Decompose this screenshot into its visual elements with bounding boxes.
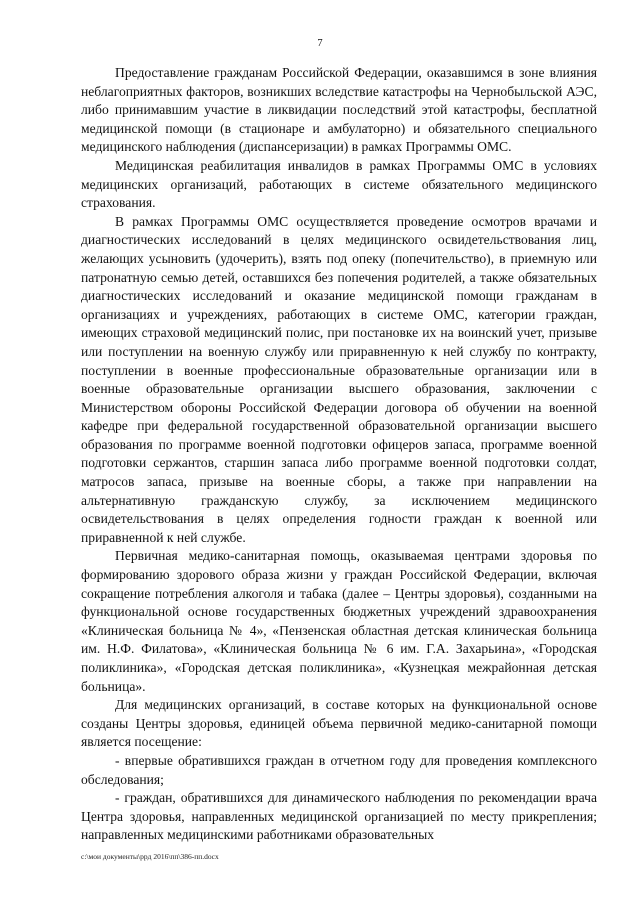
- document-body: [81, 64, 597, 845]
- page-number: 7: [317, 38, 323, 49]
- paragraph-health-centers: Первичная медико-санитарная помощь, оказываемая центрами здоровья по формированию здорового образа жизни у граждан Российской Федерации, включая сокращение потребления алкоголя и табака (далее – Центры здоровья), созданными на функциональной основе государственных бюджетных учреждений здравоохранения «Клиническая больница № 4», «Пензенская областная детская клиническая больница им. Н.Ф. Филатова», «Клиническая больница № 6 им. Г.А. Захарьина», «Городская поликлиника», «Городская детская поликлиника», «Кузнецкая межрайонная детская больница».: [81, 548, 597, 694]
- paragraph-visit-unit: Для медицинских организаций, в составе которых на функциональной основе созданы Центры здоровья, единицей объема первичной медико-санитарной помощи является посещение:: [81, 697, 597, 750]
- paragraph-rehabilitation: Медицинская реабилитация инвалидов в рамках Программы ОМС в условиях медицинских организаций, работающих в системе обязательного медицинского страхования.: [81, 157, 597, 211]
- paragraph-chernobyl: Предоставление гражданам Российской Федерации, оказавшимся в зоне влияния неблагоприятных факторов, возникших вследствие катастрофы на Чернобыльской АЭС, либо принимавшим участие в ликвидации последствий этой катастрофы, бесплатной медицинской помощи (в стационаре и амбулаторно) и обязательного специального медицинского наблюдения (диспансеризации) в рамках Программы ОМС.: [81, 65, 597, 155]
- footer-file-path: c:\мои документы\ppд 2016\пп\386-пп.docx: [81, 852, 219, 861]
- list-item-first-visit: - впервые обратившихся граждан в отчетном году для проведения комплексного обследования;: [81, 752, 597, 787]
- list-item-dynamic-observation: - граждан, обратившихся для динамического наблюдения по рекомендации врача Центра здоровья, направленных медицинской организацией по месту прикрепления; направленных медицинскими работниками образовательных: [81, 790, 597, 843]
- paragraph-examinations: В рамках Программы ОМС осуществляется проведение осмотров врачами и диагностических исследований в целях медицинского освидетельствования лиц, желающих усыновить (удочерить), взять под опеку (попечительство), в приемную или патронатную семью детей, оставшихся без попечения родителей, а также обязательных диагностических исследований и оказание медицинской помощи гражданам в организациях и учреждениях, работающих в системе ОМС, категории граждан, имеющих страховой медицинский полис, при постановке их на воинский учет, призыве или поступлении на военную службу или приравненную к ней службу по контракту, поступлении в военные профессиональные образовательные организации или в военные образовательные организации высшего образования, заключении с Министерством обороны Российской Федерации договора об обучении на военной кафедре при федеральной государственной образовательной организации высшего образования по программе военной подготовки офицеров запаса, программе военной подготовки сержантов, старшин запаса либо программе военной подготовки солдат, матросов запаса, призыве на военные сборы, а также при направлении на альтернативную гражданскую службу, за исключением медицинского освидетельствования в целях определения годности граждан к военной или приравненной к ней службе.: [81, 213, 597, 545]
